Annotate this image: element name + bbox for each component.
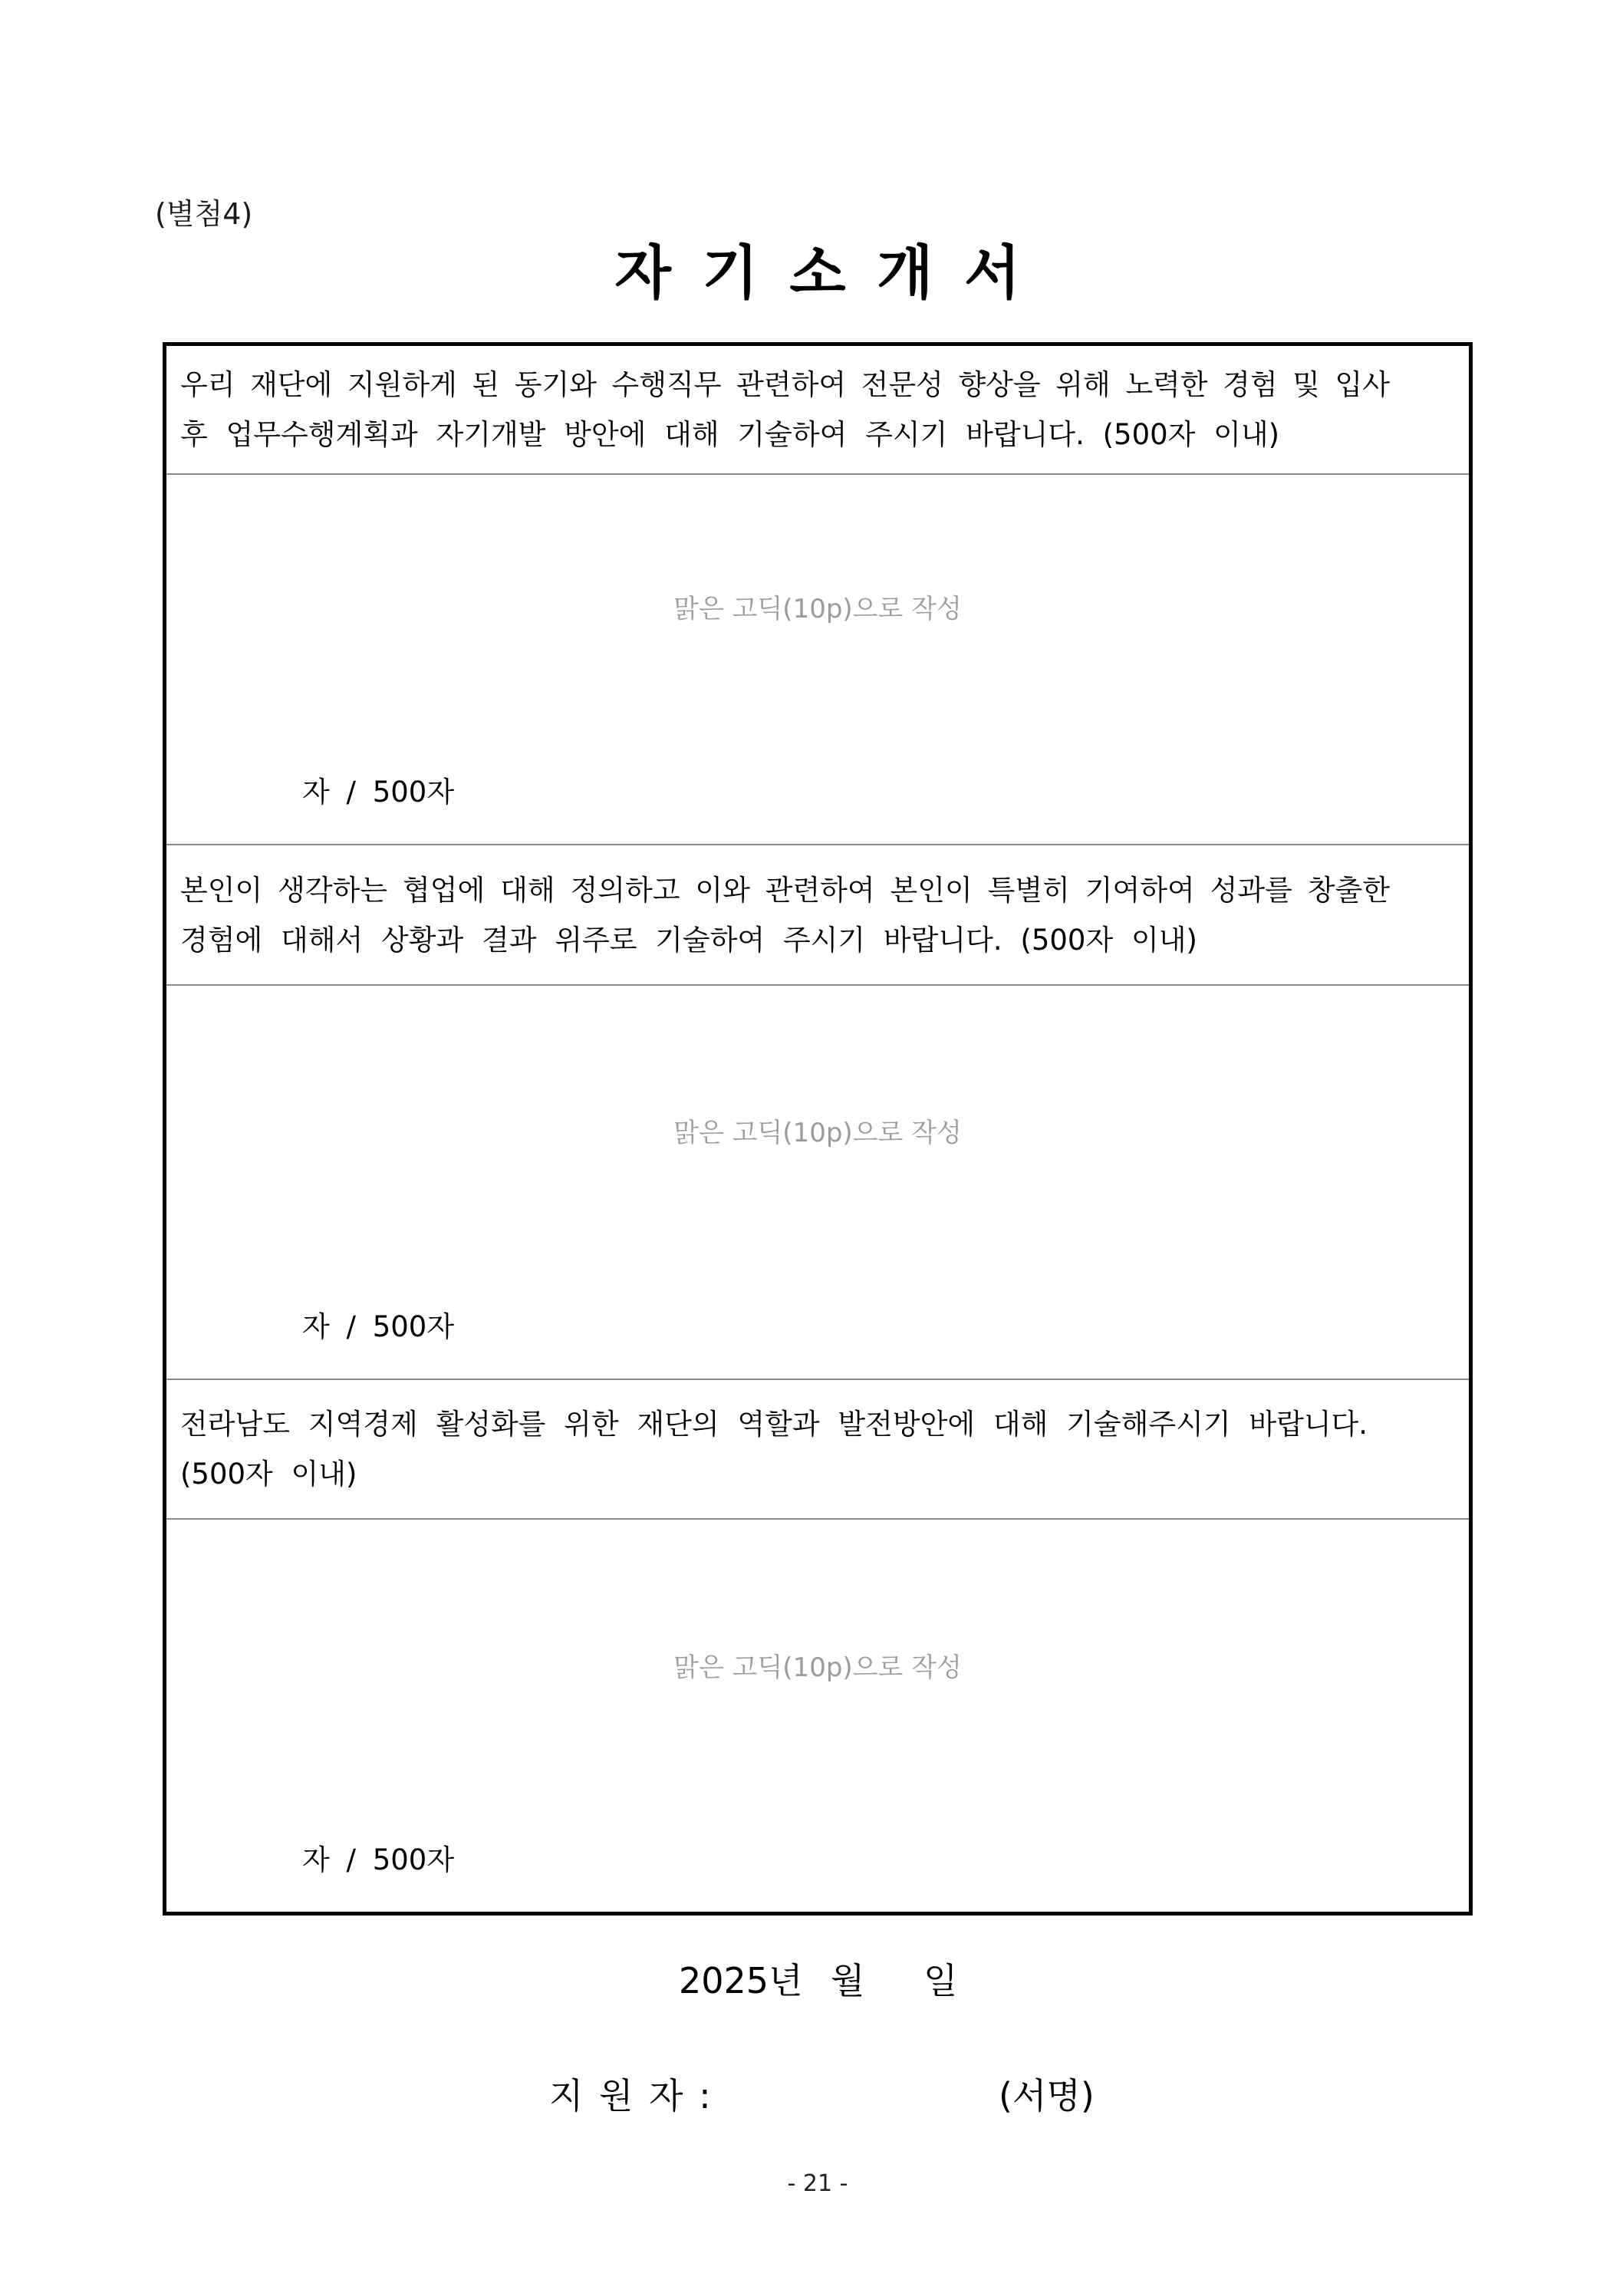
- question-line: 경험에 대해서 상황과 결과 위주로 기술하여 주시기 바랍니다. (500자 이내): [180, 923, 1197, 957]
- date-year: 2025년: [679, 1960, 803, 2001]
- question-line: 후 업무수행계획과 자기개발 방안에 대해 기술하여 주시기 바랍니다. (500자 이내): [180, 418, 1280, 451]
- answer-placeholder: 맑은 고딕(10p)으로 작성: [673, 1652, 962, 1683]
- char-counter: 자 / 500자: [302, 1310, 455, 1343]
- question-line: 본인이 생각하는 협업에 대해 정의하고 이와 관련하여 본인이 특별히 기여하여 성과를 창출한: [180, 873, 1390, 907]
- question-cell-3: [166, 1380, 1469, 1520]
- question-line: 전라남도 지역경제 활성화를 위한 재단의 역할과 발전방안에 대해 기술해주시기 바랍니다.: [180, 1408, 1368, 1441]
- date-month-label: 월: [831, 1960, 865, 2001]
- answer-cell-2[interactable]: [166, 986, 1469, 1380]
- char-counter: 자 / 500자: [302, 776, 455, 809]
- char-counter: 자 / 500자: [302, 1843, 455, 1876]
- answer-placeholder: 맑은 고딕(10p)으로 작성: [673, 1118, 962, 1148]
- question-line: (500자 이내): [180, 1458, 357, 1491]
- page-number: - 21 -: [787, 2170, 848, 2197]
- signature-label: (서명): [999, 2075, 1095, 2116]
- document-title: 자 기 소 개 서: [614, 239, 1021, 307]
- date-day-label: 일: [923, 1960, 958, 2001]
- question-cell-1: [166, 346, 1469, 475]
- applicant-label: 지 원 자 :: [549, 2075, 711, 2116]
- answer-cell-1[interactable]: [166, 475, 1469, 845]
- answer-cell-3[interactable]: [166, 1520, 1469, 1912]
- answer-placeholder: 맑은 고딕(10p)으로 작성: [673, 594, 962, 624]
- question-cell-2: [166, 845, 1469, 986]
- attachment-label: (별첨4): [155, 197, 253, 231]
- self-introduction-form-table: [163, 342, 1473, 1916]
- question-line: 우리 재단에 지원하게 된 동기와 수행직무 관련하여 전문성 향상을 위해 노력한 경험 및 입사: [180, 368, 1390, 401]
